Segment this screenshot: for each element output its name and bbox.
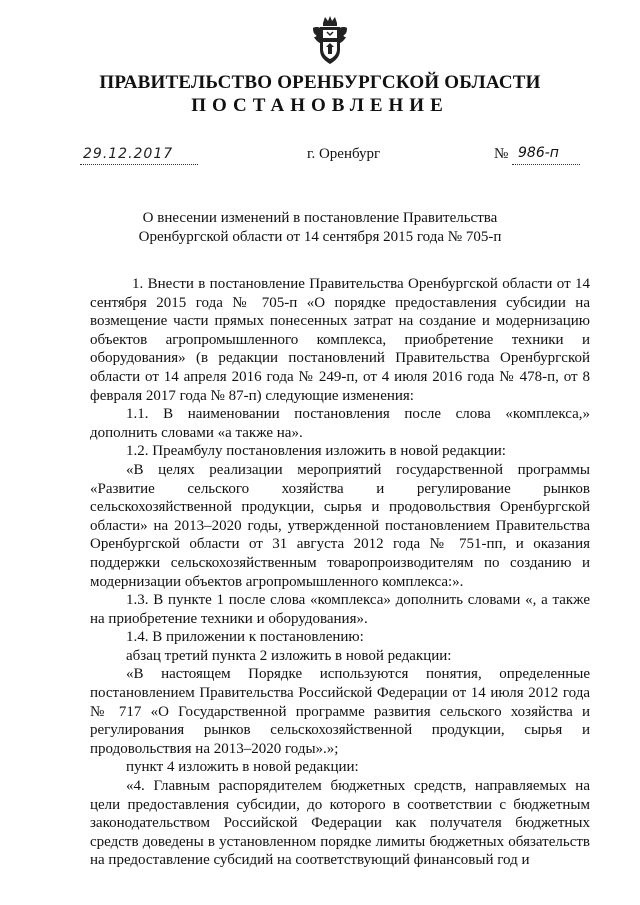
paragraph: 1. Внести в постановление Правительства Оренбургской области от 14 сентября 2015 года № 705-п «О порядке предоставления субсидии на возмещение части прямых понесенных затрат на создание и модернизацию объектов агропромышленного комплекса, приобретение техники и оборудования» (в редакции постановлений Правительства Оренбургской области от 14 апреля 2016 года № 249-п, от 4 июля 2016 года № 478-п, от 8 февраля 2017 года № 87-п) следующие изменения: [90, 276, 590, 404]
document-type-title: ПОСТАНОВЛЕНИЕ [191, 95, 449, 116]
paragraph: абзац третий пункта 2 изложить в новой редакции: [126, 647, 452, 664]
document-number-label: № [494, 146, 509, 162]
paragraph: 1.3. В пункте 1 после слова «комплекса» дополнить словами «, а также на приобретение техники и оборудования». [90, 592, 590, 627]
paragraph: «В целях реализации мероприятий государственной программы «Развитие сельского хозяйства и регулирование рынков сельскохозяйственной продукции, сырья и продовольствия Оренбургской области» на 2013–2020 годы, утвержденной постановлением Правительства Оренбургской области от 31 августа 2012 года № 751-пп, и оказания поддержки сельскохозяйственным товаропроизводителям по созданию и модернизации объектов агропромышленного комплекса:». [90, 461, 590, 590]
government-name: ПРАВИТЕЛЬСТВО ОРЕНБУРГСКОЙ ОБЛАСТИ [99, 72, 541, 93]
paragraph: «4. Главным распорядителем бюджетных средств, направляемых на цели предоставления субсидии, до которого в соответствии с бюджетным законодательством Российской Федерации как получателя бюджетных средств доведены в установленном порядке лимиты бюджетных обязательств на предоставление субсидий на соответствующий финансовый год и [90, 778, 590, 869]
document-body [90, 275, 590, 870]
paragraph: 1.2. Преамбулу постановления изложить в новой редакции: [126, 443, 506, 460]
document-number: 986-п [518, 145, 559, 161]
paragraph: пункт 4 изложить в новой редакции: [126, 759, 359, 776]
document-date: 29.12.2017 [83, 146, 174, 162]
coat-of-arms-icon [310, 14, 350, 66]
date-underline [80, 164, 198, 165]
document-city: г. Оренбург [307, 146, 381, 162]
paragraph: 1.1. В наименовании постановления после слова «комплекса,» дополнить словами «а также на». [90, 406, 590, 441]
number-underline [512, 164, 580, 165]
document-subject: О внесении изменений в постановление Правительства Оренбургской области от 14 сентября 2015 года № 705-п [138, 210, 502, 245]
paragraph: «В настоящем Порядке используются понятия, определенные постановлением Правительства Российской Федерации от 14 июля 2012 года № 717 «О Государственной программе развития сельского хозяйства и регулирования рынков сельскохозяйственной продукции, сырья и продовольствия на 2013–2020 годы».»; [90, 666, 590, 757]
paragraph: 1.4. В приложении к постановлению: [126, 629, 364, 646]
